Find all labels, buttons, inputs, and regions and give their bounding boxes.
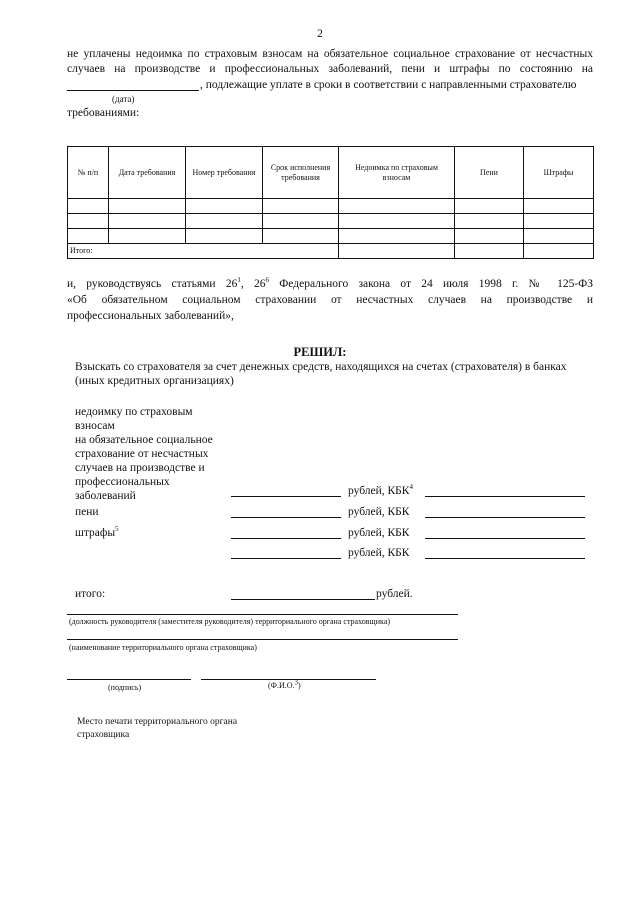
penalty-label: пени [75,506,99,518]
col-header-penalty: Пени [455,147,524,199]
arrears-amount-line [231,496,341,497]
col-header-deadline: Срок исполнения требования [263,147,339,199]
table-row [68,214,594,229]
intro-line-2: случаев на производстве и профессиональных заболеваний, пени и штрафы по состоянию на [67,63,593,75]
total-amount-line [231,599,375,600]
intro-line-1: не уплачены недоимка по страховым взносам на обязательное социальное страхование от несчастных [67,48,593,60]
intro-line-3: , подлежащие уплате в сроки в соответствии с направленными страхователю [200,79,577,91]
col-header-arrears: Недоимка по страховым взносам [339,147,455,199]
fines-rub-kbk: рублей, КБК [348,527,410,539]
table-row [68,229,594,244]
col-header-number: № п/п [68,147,109,199]
collect-line-2: (иных кредитных организациях) [75,375,234,387]
name-line [201,679,376,680]
requirements-table [67,146,594,259]
extra-amount-line [231,558,341,559]
stamp-line-1: Место печати территориального органа [77,717,238,727]
org-line [67,639,458,640]
name-caption: (Ф.И.О.$^3$) [268,678,301,690]
penalty-kbk-line [425,517,585,518]
col-header-fines: Штрафы [524,147,594,199]
position-caption: (должность руководителя (заместителя руководителя) территориального органа страховщика) [69,617,390,626]
penalty-amount-line [231,517,341,518]
sign-caption: (подпись) [108,683,142,692]
position-line [67,614,458,615]
stamp-line-2: страховщика [77,730,130,740]
total-rub: рублей. [376,588,413,600]
arrears-label: недоимку по страховым взносам на обязательное социальное страхование от несчастных случаев на производстве и профессиональных заболеваний [75,406,213,502]
extra-kbk-line [425,558,585,559]
table-row [68,199,594,214]
table-total-row [68,244,594,259]
org-caption: (наименование территориального органа страховщика) [69,643,257,652]
total-label: Итого: [68,244,339,259]
total-items-label: итого: [75,588,106,600]
decided-heading: РЕШИЛ: [293,345,347,359]
col-header-req-number: Номер требования [186,147,263,199]
fines-label: штрафы$^5$ [75,525,119,539]
fines-kbk-line [425,538,585,539]
extra-rub-kbk: рублей, КБК [348,547,410,559]
arrears-kbk-line [425,496,585,497]
table-header-row [68,147,594,199]
date-fill-line [67,90,199,91]
arrears-rub-kbk: рублей, КБК$^4$ [348,483,413,497]
date-caption: (дата) [112,94,135,104]
collect-line-1: Взыскать со страхователя за счет денежных средств, находящихся на счетах (страхователя) в банках [75,361,567,373]
page-number: 2 [317,28,323,40]
col-header-date: Дата требования [109,147,186,199]
signature-line [67,679,191,680]
penalty-rub-kbk: рублей, КБК [348,506,410,518]
guided-line-2: «Об обязательном социальном страховании от несчастных случаев на производстве и [67,294,593,306]
guided-line-1: и, руководствуясь статьями $26^1$, $26^6$ Федерального закона от 24 июля 1998 г. № 125-ФЗ [67,276,594,290]
guided-line-3: профессиональных заболеваний», [67,310,234,322]
intro-line-4: требованиями: [67,107,140,119]
fines-amount-line [231,538,341,539]
